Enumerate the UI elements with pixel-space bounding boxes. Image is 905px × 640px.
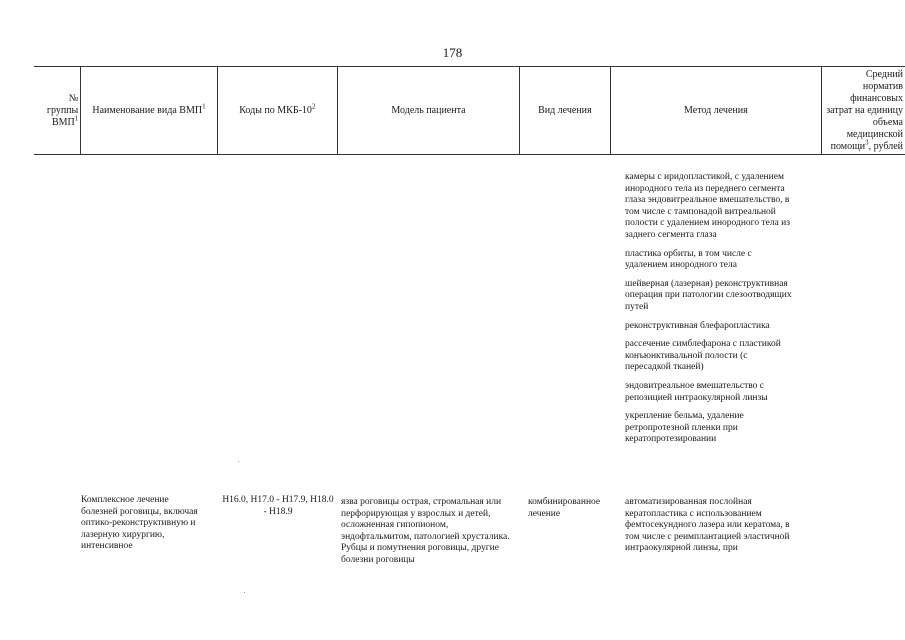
scan-speck [238,461,239,462]
method-item: эндовитреальное вмешательство с репозицией интраокулярной линзы [625,380,768,403]
method-item: пластика орбиты, в том числе с удалением инородного тела [625,248,752,271]
header-cost-norm: Средний норматив финансовых затрат на единицу объема медицинской помощи$^3$, рублей [821,67,905,155]
header-treatment-type: Вид лечения [519,67,610,155]
method-item: укрепление бельма, удаление ретропротезной пленки при кератопротезировании [625,411,744,445]
method-item: реконструктивная блефаропластика [625,320,770,331]
method-continuation-list [625,172,793,453]
header-patient-model: Модель пациента [337,67,519,155]
header-vmp-name: Наименование вида ВМП$^1$ [81,67,217,155]
header-row [34,67,905,155]
header-icd-codes: Коды по МКБ-$10^2$ [217,67,337,155]
header-group-number: № группы ВМП$^1$ [34,67,81,155]
row-vmp-name: Комплексное лечение болезней роговицы, включая оптико-реконструктивную и лазерную хирургию, интенсивное [81,495,198,552]
method-item: рассечение симблефарона с пластикой конъюнктивальной полости (с пересадкой тканей) [625,339,781,373]
page-number: 178 [442,45,463,60]
row-icd-codes: H16.0, H17.0 - H17.9, H18.0 - H18.9 [222,495,334,517]
row-treatment-method: автоматизированная послойная кератопластика с использованием фемтосекундного лазера или кератома, в том числе с реимплантацией эластичной интраокулярной линзы, при [625,497,790,554]
row-patient-model: язва роговицы острая, стромальная или перфорирующая у взрослых и детей, осложненная гипопионом, эндофтальмитом, патологией хрусталика. Рубцы и помутнения роговицы, другие болезни роговицы [341,497,510,565]
method-item: шейверная (лазерная) реконструктивная операция при патологии слезоотводящих путей [625,278,792,312]
row-treatment-type: комбинированное лечение [528,497,601,519]
table-header [34,66,905,155]
scan-speck [244,592,245,593]
method-item: камеры с иридопластикой, с удалением инородного тела из переднего сегмента глаза эндовитреальное вмешательство, в том числе с тампонадой витреальной полости с удалением инородного тела из заднего сегмента глаза [625,172,791,240]
header-treatment-method: Метод лечения [610,67,821,155]
